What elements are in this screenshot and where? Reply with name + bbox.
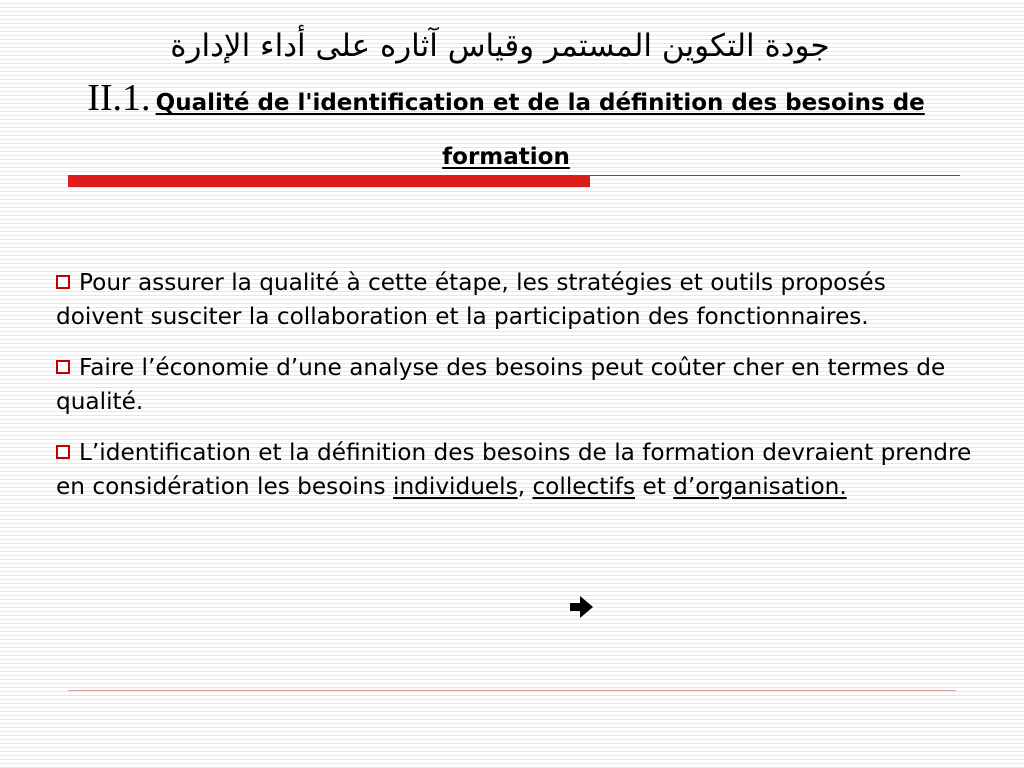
bullet-text: Faire l’économie d’une analyse des besoins peut coûter cher en termes de qualité.	[56, 354, 946, 415]
term-collectifs: collectifs	[532, 473, 636, 500]
term-individuels: individuels	[393, 473, 518, 500]
red-title-rule	[68, 175, 590, 187]
checkbox-bullet-icon	[56, 360, 70, 374]
right-arrow-icon[interactable]	[568, 592, 596, 622]
list-item	[56, 351, 976, 419]
list-item	[56, 436, 976, 504]
slide-heading	[66, 72, 946, 185]
bottom-rule	[68, 690, 956, 691]
thin-title-rule	[590, 175, 960, 176]
checkbox-bullet-icon	[56, 275, 70, 289]
heading-number: II.1.	[87, 77, 151, 119]
bullet-text: Pour assurer la qualité à cette étape, les stratégies et outils proposés doivent susciter la collaboration et la participation des fonctionnaires.	[56, 269, 886, 330]
term-organisation: d’organisation.	[673, 473, 847, 500]
checkbox-bullet-icon	[56, 445, 70, 459]
and-word: et	[642, 473, 666, 500]
comma: ,	[517, 473, 526, 500]
bullet-list	[56, 266, 976, 521]
heading-title: Qualité de l'identification et de la définition des besoins de formation	[155, 90, 925, 170]
bullet-text: L’identification et la définition des besoins de la formation devraient prendre en considération les besoins	[56, 439, 972, 500]
list-item	[56, 266, 976, 334]
arabic-title: جودة التكوين المستمر وقياس آثاره على أداء الإدارة	[170, 28, 830, 64]
